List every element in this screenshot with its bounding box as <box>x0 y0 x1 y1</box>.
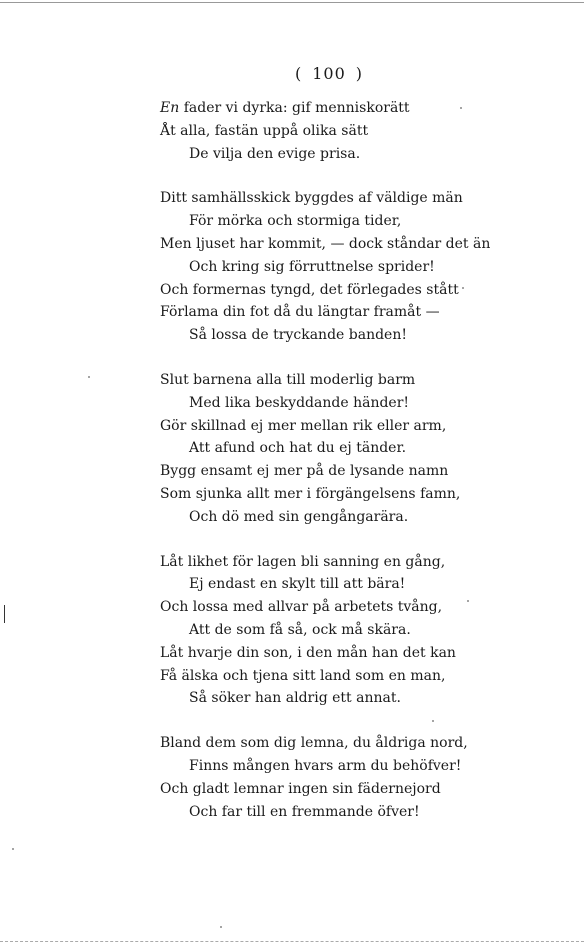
poem-line-text: Som sjunka allt mer i förgängelsens famn, <box>160 485 461 502</box>
poem-line-text: Men ljuset har kommit, — dock ståndar det än <box>160 235 491 252</box>
poem-line-text: Och dö med sin gengångarära. <box>189 508 409 525</box>
print-speck <box>432 720 434 722</box>
poem-line <box>160 732 490 755</box>
page-number-open-paren: ( <box>295 64 303 83</box>
poem-line-text: Så söker han aldrig ett annat. <box>189 690 401 707</box>
poem-line <box>160 801 490 824</box>
poem-line <box>160 143 490 166</box>
poem-line-text: Och far till en fremmande öfver! <box>189 803 420 820</box>
stanza <box>160 187 490 347</box>
poem-line <box>160 551 490 574</box>
print-speck <box>467 600 469 602</box>
stanza <box>160 369 490 529</box>
bottom-edge-rule <box>0 941 584 942</box>
poem-line <box>160 187 490 210</box>
print-speck <box>462 287 464 289</box>
poem-line-text: fader vi dyrka: gif menniskorätt <box>179 100 410 116</box>
poem-line-text: Ditt samhällsskick byggdes af väldige män <box>160 190 463 207</box>
poem-line-text: Bland dem som dig lemna, du åldriga nord, <box>160 735 468 752</box>
poem-line-text: Låt likhet för lagen bli sanning en gång, <box>160 553 446 570</box>
poem-line <box>160 619 490 642</box>
stanza <box>160 732 490 823</box>
poem-line-text: Att de som få så, ock må skära. <box>189 621 411 638</box>
poem-line-text: Och lossa med allvar på arbetets tvång, <box>160 599 443 616</box>
poem-line-text: För mörka och stormiga tider, <box>189 213 402 230</box>
poem-line <box>160 301 490 324</box>
poem-line <box>160 120 490 143</box>
poem-line-text: Gör skillnad ej mer mellan rik eller arm, <box>160 417 447 434</box>
poem-line-text: Ej endast en skylt till att bära! <box>189 576 406 593</box>
poem-line <box>160 97 490 120</box>
page-number: 100 <box>312 64 346 83</box>
poem-line <box>160 233 490 256</box>
poem-line <box>160 392 490 415</box>
poem-line-text: Och kring sig förruttnelse sprider! <box>189 258 435 275</box>
poem-line-text: Finns mången hvars arm du behöfver! <box>189 757 462 774</box>
poem-line <box>160 415 490 438</box>
poem-line <box>160 256 490 279</box>
poem-line-text: De vilja den evige prisa. <box>189 145 361 162</box>
print-speck <box>460 107 462 109</box>
margin-mark <box>4 605 5 623</box>
poem-body <box>160 97 490 845</box>
poem-line <box>160 755 490 778</box>
poem-line <box>160 483 490 506</box>
poem-line-text: Och formernas tyngd, det förlegades stått <box>160 281 459 298</box>
poem-line <box>160 573 490 596</box>
top-edge-rule <box>0 2 584 3</box>
poem-line <box>160 460 490 483</box>
poem-line-text: Slut barnena alla till moderlig barm <box>160 371 416 388</box>
poem-line-text: Bygg ensamt ej mer på de lysande namn <box>160 463 449 480</box>
poem-line-text: Att afund och hat du ej tänder. <box>189 440 407 457</box>
poem-line <box>160 665 490 688</box>
poem-line-text: Åt alla, fastän uppå olika sätt <box>160 122 369 139</box>
poem-line <box>160 506 490 529</box>
poem-line-text: Förlama din fot då du längtar framåt — <box>160 304 440 321</box>
print-speck <box>88 376 90 378</box>
poem-line-text: Låt hvarje din son, i den mån han det kan <box>160 644 456 661</box>
poem-line-text: Och gladt lemnar ingen sin fädernejord <box>160 780 441 797</box>
print-speck <box>12 848 14 850</box>
poem-line <box>160 642 490 665</box>
poem-line <box>160 279 490 302</box>
poem-line <box>160 437 490 460</box>
poem-line-text: Så lossa de tryckande banden! <box>189 327 407 344</box>
poem-line <box>160 210 490 233</box>
poem-line <box>160 596 490 619</box>
poem-line <box>160 324 490 347</box>
poem-line-text: Få älska och tjena sitt land som en man, <box>160 667 446 684</box>
poem-line-lead-word: En <box>160 100 180 116</box>
page-number-header <box>285 64 373 83</box>
page-number-close-paren: ) <box>355 64 364 83</box>
poem-line <box>160 687 490 710</box>
stanza <box>160 97 490 165</box>
poem-line <box>160 369 490 392</box>
print-speck <box>220 926 222 928</box>
poem-line <box>160 778 490 801</box>
poem-line-text: Med lika beskyddande händer! <box>189 394 410 411</box>
stanza <box>160 551 490 711</box>
